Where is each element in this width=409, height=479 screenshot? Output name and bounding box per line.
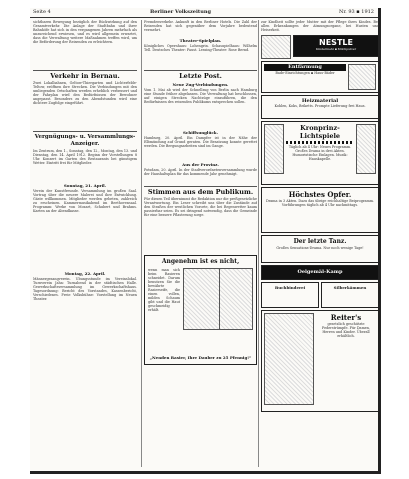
column-right xyxy=(258,20,379,467)
right-top-text: zur Kindheit sollte jeder Mutter mit der Pflege ihres Kindes. Bei allen Erkrankungen der Atmungsorgane, bei Husten und Heiserkeit. xyxy=(261,20,379,32)
nestle-brand: NESTLE xyxy=(319,38,353,47)
reiter-brand: Reiter's xyxy=(330,313,362,322)
shaving-ad-headline: Angenehm ist es nicht, xyxy=(161,258,240,265)
province-subheading: Aus der Provinz. xyxy=(182,162,219,167)
dance-ad xyxy=(261,235,379,263)
heading-publikum: Stimmen aus dem Publikum. xyxy=(147,188,254,196)
cinema-ad xyxy=(261,121,379,185)
bath-ad-sub: Bade-Einrichtungen ▪ Haus-Bäder xyxy=(275,71,335,75)
dance-title: Der letzte Tanz. xyxy=(293,238,347,245)
train-text: Vom 1. Mai ab wird der Schnellzug von Berlin nach Hamburg eine Stunde früher abgelassen. Die Verwaltung hat beschlossen, auf einigen Strecken Nachtzüge einzuführen, die den Bedürfnissen des reisenden Publikums entsprechen sollen. xyxy=(144,88,257,104)
drama-title: Höchstes Opfer. xyxy=(288,190,352,199)
newspaper-title: Berliner Volkszeitung xyxy=(150,9,211,15)
newspaper-page xyxy=(30,8,381,474)
paint-ad-title: Oelgemäl-Kamp xyxy=(297,269,343,275)
date-line-1: Sonntag, 21. April. xyxy=(63,183,107,188)
bath-ad-brand: Entfärmung xyxy=(264,64,346,71)
date-line-2: Montag, 22. April. xyxy=(64,271,106,276)
bookbinder-ad xyxy=(261,282,319,308)
province-text: Potsdam, 20. April. In der Stadtverordnetenversammlung wurde der Haushaltsplan für das kommende Jahr genehmigt. xyxy=(144,168,257,176)
shaving-ad xyxy=(144,255,257,365)
column-middle xyxy=(141,20,257,467)
drama-ad xyxy=(261,187,379,233)
ship-subheading: Schiffsunglück. xyxy=(183,130,218,135)
cinema-figure-right xyxy=(356,124,376,174)
drama-text: Drama in 3 Akten. Dazu das übrige reichhaltige Beiprogramm. Vorführungen täglich ab 4 Uhr nachmittags. xyxy=(265,199,375,207)
cinema-text: Täglich ab 4 Uhr: Neues Programm. Großes Drama in drei Akten. Humoristische Einlagen. Musik: Hauskapelle. xyxy=(288,145,352,161)
theater-text: Königliches Opernhaus: Lohengrin. Schauspielhaus: Wilhelm Tell. Deutsches Theater: Faust. Lessing-Theater: Rose Bernd. xyxy=(144,44,257,52)
dance-text: Großes Sensations-Drama. Nur noch wenige Tage! xyxy=(276,246,364,250)
events-text-2: Verein der Kunstfreunde. Versammlung im großen Saal. Vortrag über die neuere Malerei und ihre Entwicklung. Gäste willkommen. Mitglieder werden gebeten, zahlreich zu erscheinen. Kammermusikabend im Beethovensaal. Programm: Werke von Mozart, Schubert und Brahms. Karten an der Abendkasse. xyxy=(33,189,137,213)
soap-package-illustration xyxy=(183,268,221,330)
reiter-ad xyxy=(261,310,379,412)
nestle-sub: Kindermehl ▪ Milchpulver xyxy=(315,47,357,51)
bernau-text: Zwei Lokalbahnen, Geltow-Thiergarten und Lichterfelde-Teltow, eröffnen ihre Strecken. Die Verbindungen mit den umliegenden Ortschaften werden erheblich verbessert und der Fahrplan wird den Bedürfnissen der Bewohner angepasst. Besonders zu den Abendstunden wird eine dichtere Zugfolge eingeführt. xyxy=(33,81,137,105)
cinema-figure-left xyxy=(264,124,284,174)
events-text: Im Zentrum, den 1., Sonntag, den 12., Montag, den 13. und Dienstag, den 14. April 1912. Beginn der Vorstellungen 8 Uhr. Konzert im Garten des Restaurants bei günstigem Wetter. Eintritt frei für Mitglieder. xyxy=(33,149,137,165)
middle-top-text: Fremdenverkehr. Ankunft in den Berliner Hotels. Die Zahl der Reisenden hat sich gegenüber dem Vorjahre bedeutend vermehrt. xyxy=(144,20,257,32)
shoe-illustration xyxy=(264,313,314,405)
baby-illustration xyxy=(261,35,291,59)
ship-text: Hamburg, 20. April. Ein Dampfer ist in der Nähe der Elbmündung auf Grund geraten. Die Besatzung konnte gerettet werden. Die Bergungsarbeiten sind im Gange. xyxy=(144,136,257,148)
silver-ad xyxy=(321,282,379,308)
issue-number: Nr. 93 ▪ 1912 xyxy=(338,9,374,15)
page-number-left: Seite 4 xyxy=(33,9,51,15)
shaving-ad-text: wenn man sich beim Rasieren schneidet. Darum benutzen Sie die bewährte Rasierseife, die einen vollen, milden Schaum gibt und die Haut geschmeidig erhält. xyxy=(148,268,180,312)
bathtub-illustration xyxy=(348,64,376,90)
page-header xyxy=(30,8,378,18)
reiter-text: gesetzlich geschützte Federstrümpfe. Für Damen, Herren und Kinder. Überall erhältlich. xyxy=(321,322,371,338)
intro-text: sichtbaren Bewegung bezüglich der Rückwirkung auf den Gesamtverkehr. Die Anlage der Stadtbahn und ihrer Bahnhöfe hat sich in den vergangenen Jahren mehrfach als unzureichend erwiesen, und es wird allgemein erwartet, dass die Verwaltung weitere Maßnahmen treffen wird, um die Beförderung der Reisenden zu erleichtern. xyxy=(33,20,137,44)
column-left xyxy=(33,20,137,467)
shaving-ad-footer: „Nenden Rasier, Ihre Dauber zu 25 Pfennig!“ xyxy=(149,355,252,360)
bath-ad xyxy=(261,61,379,93)
paint-ad xyxy=(261,265,379,280)
man-shaving-illustration xyxy=(219,268,253,330)
coal-ad-text: Kohlen, Koks, Briketts. Prompte Lieferung frei Haus. xyxy=(274,104,366,108)
theater-subheading: Theater-Spielplan. xyxy=(179,38,222,43)
bookbinder-title: Buchbinderei xyxy=(274,285,306,290)
train-subheading: Neue Zug-Verbindungen. xyxy=(172,82,229,87)
silver-title: Silberkämmen xyxy=(333,285,367,290)
publikum-text: Für diesen Teil übernimmt die Redaktion nur die preßgesetzliche Verantwortung. Ein Leser schreibt uns über die Zustände auf den Straßen der westlichen Vororte, die bei Regenwetter kaum passierbar seien. Es sei dringend notwendig, dass die Gemeinde für eine bessere Pflasterung sorge. xyxy=(144,197,257,217)
events-text-3: Männergesangverein. Übungsstunde im Vereinslokal. Turnverein Jahn: Turnabend in der städtischen Halle. Gewerkschaftsversammlung im Gewerkschaftshaus. Tagesordnung: Bericht des Vorstandes, Kassenbericht, Verschiedenes. Freie Volksbühne: Vorstellung im Neuen Theater. xyxy=(33,277,137,301)
coal-ad xyxy=(261,95,379,119)
coal-ad-title: Heizmaterial xyxy=(301,98,339,104)
heading-events: Vergnügungs- u. Versammlungs-Anzeiger. xyxy=(34,134,136,147)
heading-bernau: Verkehr in Bernau. xyxy=(50,72,120,80)
nestle-ad xyxy=(293,35,379,57)
heading-letzte-post: Letzte Post. xyxy=(179,72,222,80)
cinema-title: Kronprinz-Lichtspiele xyxy=(299,124,341,140)
